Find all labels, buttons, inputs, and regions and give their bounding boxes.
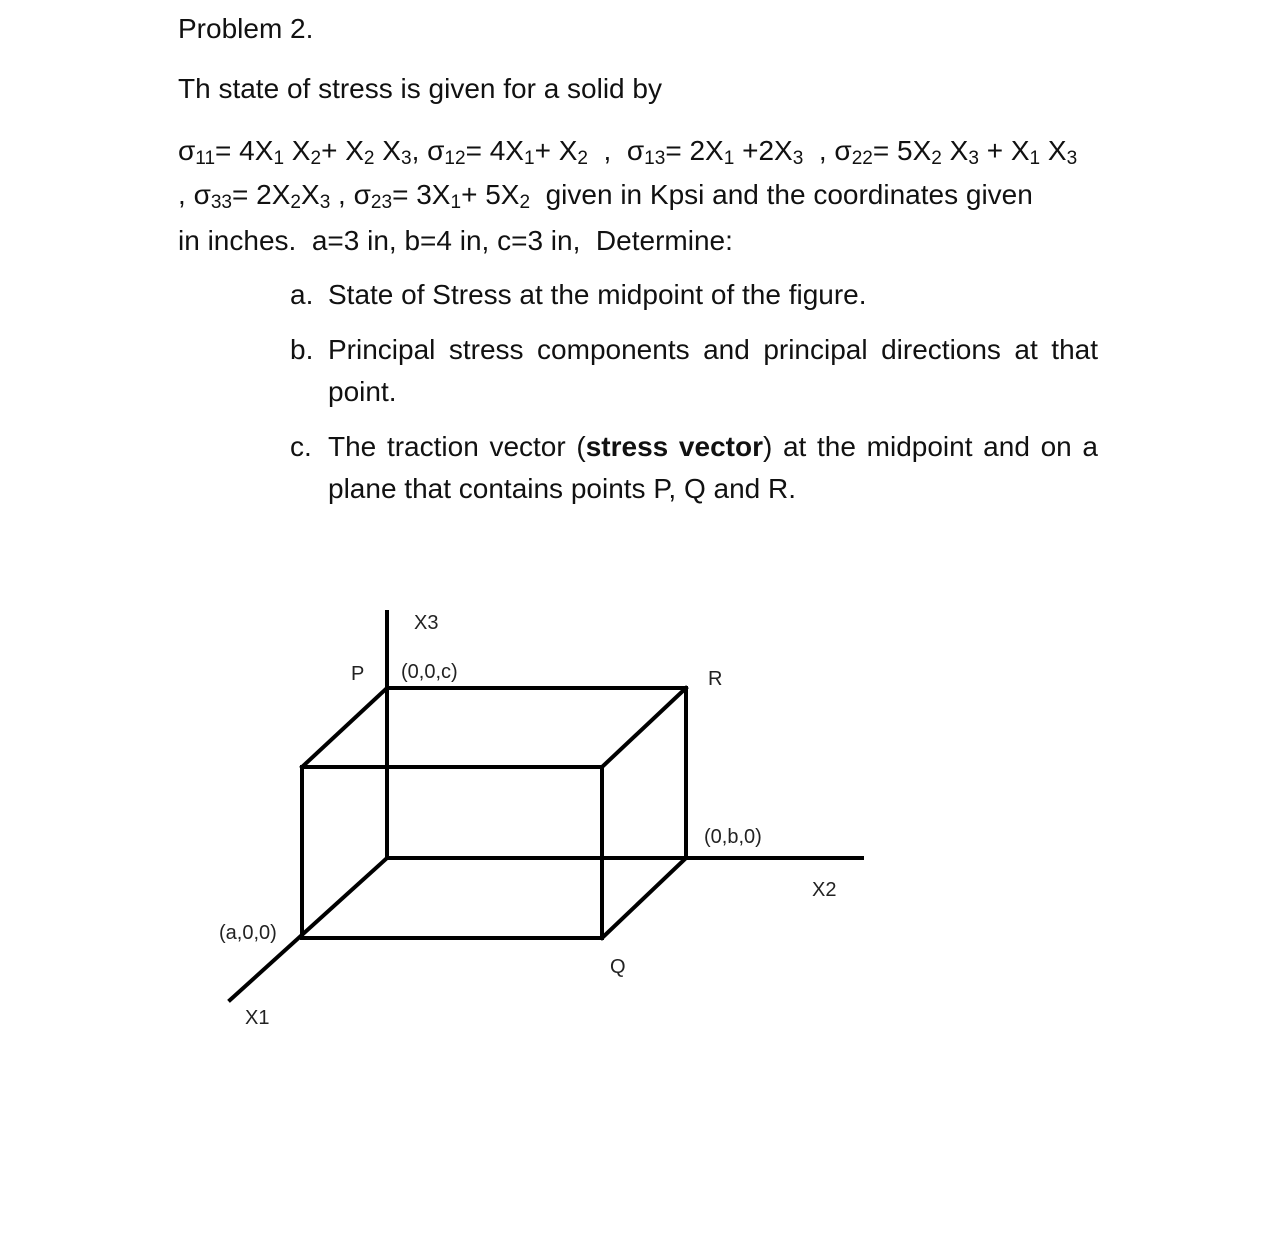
sigma-33-expr-d: 3 [319,192,331,214]
sigma-11-expr-d: 2 [310,148,322,170]
sigma-22-symbol: σ [834,135,852,166]
sigma-22-expr-e: + X [978,135,1030,166]
list-text-c-pre: The traction vector ( [328,431,586,462]
sigma-23-expr-d: 2 [519,192,531,214]
sigma-12-expr-b: 1 [523,148,535,170]
sigma-13-expr-d: 3 [792,148,804,170]
label-coord-a00: (a,0,0) [219,922,277,944]
intro-sentence: Th state of stress is given for a solid by [178,73,662,104]
label-point-q: Q [610,956,626,978]
sigma-12-expr-d: 2 [577,148,588,170]
sigma-11-expr-e: + X [321,135,364,166]
label-point-r: R [708,668,723,690]
problem-title: Problem 2. [178,13,314,44]
sigma-11-expr-f: 2 [363,148,375,170]
stress-equations-line-3: in inches. a=3 in, b=4 in, c=3 in, Determine: [178,225,733,256]
sigma-13-expr-c: +2X [734,135,793,166]
sigma-22-expr-f: 1 [1029,148,1041,170]
sigma-33-expr-c: X [301,179,320,210]
sigma-22-expr-g: X [1040,135,1067,166]
box-top-left-depth-edge [302,688,387,767]
list-text-a: State of Stress at the midpoint of the figure. [328,279,867,310]
box-top-right-depth-edge [602,688,686,767]
sigma-22-expr-h: 3 [1066,148,1078,170]
box-bottom-right-depth-edge [602,858,686,938]
sigma-12-expr-a: = 4X [465,135,524,166]
label-x3: X3 [414,612,439,634]
sigma-12-expr-e: , [587,135,627,166]
sigma-33-subscript: 33 [210,192,233,214]
sigma-23-subscript: 23 [370,192,393,214]
line-2-tail: given in Kpsi and the coordinates given [530,179,1033,210]
sigma-11-expr-b: 1 [273,148,285,170]
list-marker-a: a. [290,279,314,310]
sigma-33-symbol: σ [193,179,211,210]
sigma-13-symbol: σ [626,135,645,166]
sigma-13-expr-a: = 2X [665,135,724,166]
sigma-11-expr-c: X [284,135,311,166]
sigma-13-subscript: 13 [644,148,666,170]
sigma-23-expr-a: = 3X [392,179,451,210]
sigma-23-expr-c: + 5X [461,179,520,210]
sigma-33-expr-b: 2 [290,192,301,214]
sigma-33-expr-a: = 2X [232,179,291,210]
sigma-33-expr-e: , [330,179,354,210]
sigma-22-expr-b: 2 [931,148,942,170]
sigma-11-expr-i: , [411,135,428,166]
sigma-12-subscript: 12 [444,148,466,170]
sigma-22-subscript: 22 [851,148,873,170]
list-text-c-post: ) at the midpoint and on a plane that contains points P, Q and R. [328,431,1098,504]
label-coord-00c: (0,0,c) [401,661,458,683]
list-marker-b: b. [290,334,314,365]
sigma-13-expr-e: , [803,135,835,166]
list-text-b: Principal stress components and principal directions at that point. [328,334,1098,407]
sigma-22-expr-a: = 5X [872,135,932,166]
box-front-face [302,767,602,938]
sigma-11-subscript: 11 [195,148,216,170]
sigma-23-expr-b: 1 [450,192,462,214]
sigma-11-expr-h: 3 [400,148,412,170]
sigma-11-expr-g: X [374,135,401,166]
sigma-12-symbol: σ [427,135,445,166]
list-text-c-bold: stress vector [585,431,763,462]
label-coord-0b0: (0,b,0) [704,826,762,848]
sigma-22-expr-c: X [941,135,969,166]
sigma-13-expr-b: 1 [723,148,735,170]
sigma-23-symbol: σ [353,179,371,210]
line-2-prefix: , [178,179,194,210]
sigma-22-expr-d: 3 [968,148,979,170]
sigma-12-expr-c: + X [534,135,578,166]
list-marker-c: c. [290,431,312,462]
sigma-11-symbol: σ [178,135,196,166]
label-point-p: P [351,663,365,685]
sigma-11-expr-a: = 4X [215,135,274,166]
label-x1: X1 [245,1007,270,1029]
label-x2: X2 [812,879,837,901]
